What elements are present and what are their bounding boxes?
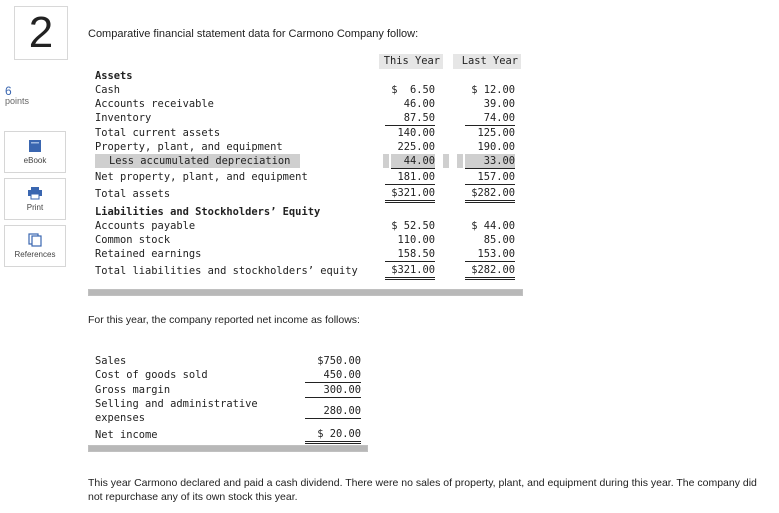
col-header-last-year: Last Year [453, 54, 521, 69]
col-header-this-year: This Year [379, 54, 443, 69]
cell-re-last: 153.00 [465, 247, 515, 262]
cell-tle-this: $321.00 [385, 263, 435, 280]
cell-gross-margin: 300.00 [305, 383, 361, 398]
row-label-gross-margin: Gross margin [95, 384, 171, 396]
row-label-sales: Sales [95, 355, 127, 367]
cell-depreciation-this: 44.00 [391, 154, 435, 169]
intro-text: Comparative financial statement data for Carmono Company follow: [88, 28, 419, 40]
cell-ar-this: 46.00 [403, 98, 435, 110]
scrollbar-thumb[interactable] [89, 290, 522, 295]
ebook-icon [27, 139, 43, 153]
scrollbar-thumb[interactable] [89, 446, 367, 451]
cell-cs-last: 85.00 [483, 234, 515, 246]
row-label-net-income: Net income [95, 429, 158, 441]
cell-ar-last: 39.00 [483, 98, 515, 110]
cell-cash-last: $ 12.00 [471, 84, 515, 96]
points-label: points [5, 96, 30, 106]
cell-tle-last: $282.00 [465, 263, 515, 280]
row-label-selling-admin-cont: expenses [95, 412, 146, 424]
question-number: 2 [14, 6, 68, 60]
row-label-ppe: Property, plant, and equipment [95, 141, 283, 153]
cell-cs-this: 110.00 [397, 234, 435, 246]
income-statement-scrollbar[interactable] [88, 445, 368, 452]
shade-marker [457, 154, 463, 168]
cell-inventory-last: 74.00 [465, 111, 515, 126]
balance-sheet-scrollbar[interactable] [88, 289, 523, 296]
section-heading-assets: Assets [95, 70, 133, 82]
cell-ppe-last: 190.00 [477, 141, 515, 153]
references-button[interactable] [4, 225, 66, 267]
section-heading-liabilities: Liabilities and Stockholders’ Equity [95, 206, 321, 218]
cell-net-ppe-last: 157.00 [465, 170, 515, 185]
cell-ap-last: $ 44.00 [471, 220, 515, 232]
cell-tca-last: 125.00 [477, 127, 515, 139]
ebook-button[interactable] [4, 131, 66, 173]
cell-tca-this: 140.00 [397, 127, 435, 139]
cell-depreciation-last: 33.00 [465, 154, 515, 169]
print-icon [27, 186, 43, 200]
row-label-accounts-payable: Accounts payable [95, 220, 196, 232]
print-button[interactable] [4, 178, 66, 220]
references-icon [27, 233, 43, 247]
row-label-selling-admin: Selling and administrative [95, 398, 258, 410]
references-label: References [14, 250, 56, 259]
row-label-common-stock: Common stock [95, 234, 171, 246]
row-label-retained-earnings: Retained earnings [95, 248, 202, 260]
shade-marker [383, 154, 389, 168]
row-label-accumulated-depreciation: Less accumulated depreciation [95, 154, 300, 168]
footer-text: This year Carmono declared and paid a cash dividend. There were no sales of property, plant, and equipment during this year. The company did not repurchase any of its own stock this year. [88, 477, 757, 503]
cell-inventory-this: 87.50 [385, 111, 435, 126]
row-label-total-current-assets: Total current assets [95, 127, 221, 139]
cell-cash-this: $ 6.50 [391, 84, 435, 96]
cell-sales: $750.00 [317, 355, 361, 367]
cell-cogs: 450.00 [305, 368, 361, 383]
cell-net-ppe-this: 181.00 [385, 170, 435, 185]
cell-re-this: 158.50 [385, 247, 435, 262]
row-label-cash: Cash [95, 84, 121, 96]
income-intro-text: For this year, the company reported net income as follows: [88, 314, 360, 326]
row-label-total-liabilities-equity: Total liabilities and stockholders’ equity [95, 265, 358, 277]
cell-ppe-this: 225.00 [397, 141, 435, 153]
points-value: 6 [5, 84, 12, 98]
cell-selling-admin: 280.00 [305, 404, 361, 419]
row-label-inventory: Inventory [95, 112, 152, 124]
row-label-accounts-receivable: Accounts receivable [95, 98, 214, 110]
row-label-cogs: Cost of goods sold [95, 369, 208, 381]
row-label-net-ppe: Net property, plant, and equipment [95, 171, 308, 183]
shade-marker [443, 154, 449, 168]
cell-net-income: $ 20.00 [305, 427, 361, 444]
cell-ap-this: $ 52.50 [391, 220, 435, 232]
print-label: Print [26, 203, 44, 212]
row-label-total-assets: Total assets [95, 188, 171, 200]
cell-total-assets-last: $282.00 [465, 186, 515, 203]
ebook-label: eBook [23, 156, 47, 165]
cell-total-assets-this: $321.00 [385, 186, 435, 203]
